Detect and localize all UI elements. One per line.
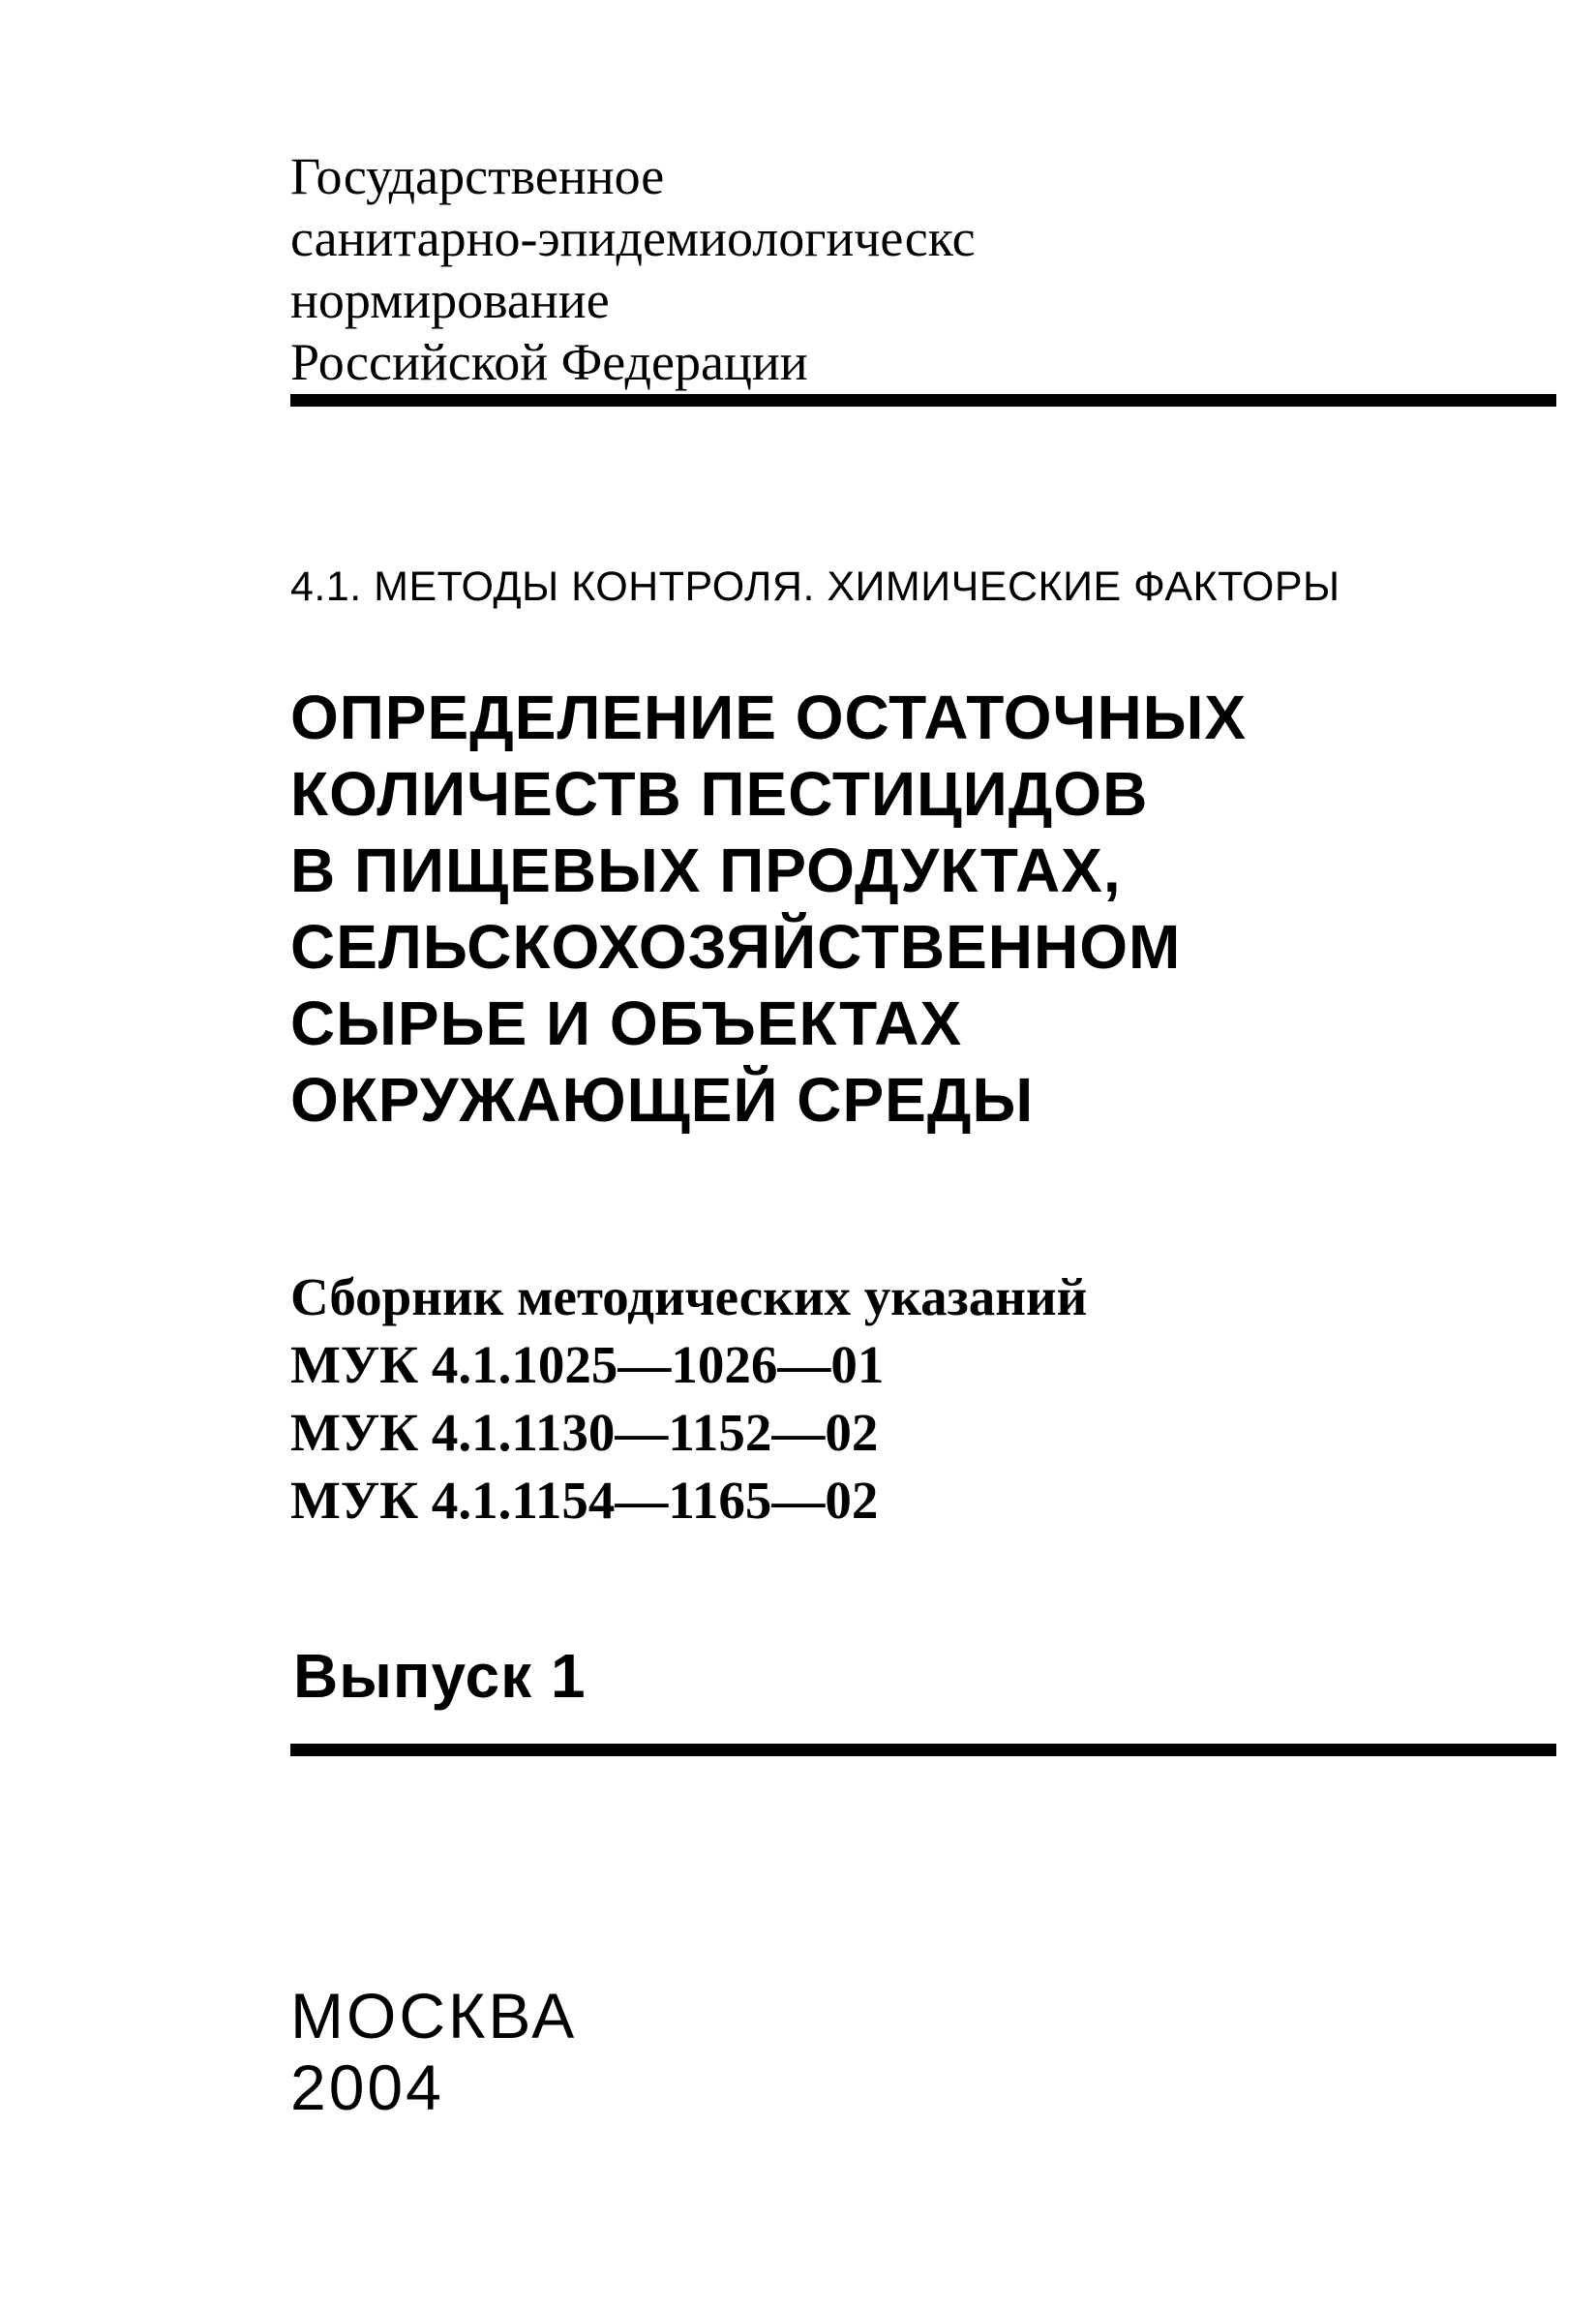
document-title <box>290 680 1247 1139</box>
title-line: ОКРУЖАЮЩЕЙ СРЕДЫ <box>290 1065 1035 1135</box>
imprint-city: МОСКВА <box>290 1980 578 2052</box>
title-line: КОЛИЧЕСТВ ПЕСТИЦИДОВ <box>290 759 1149 829</box>
top-divider-rule <box>290 394 1556 407</box>
header-line: нормирование <box>290 271 610 329</box>
header-line: Государственное <box>290 147 665 205</box>
document-code: МУК 4.1.1025—1026—01 <box>290 1335 885 1394</box>
header-line: Российской Федерации <box>290 333 808 391</box>
header-line: санитарно-эпидемиологическс <box>290 209 976 267</box>
document-code: МУК 4.1.1154—1165—02 <box>290 1471 879 1530</box>
title-line: СЕЛЬСКОХОЗЯЙСТВЕННОМ <box>290 912 1182 982</box>
collection-subtitle: Сборник методических указаний <box>290 1267 1088 1326</box>
issue-number: Выпуск 1 <box>293 1641 587 1711</box>
title-line: ОПРЕДЕЛЕНИЕ ОСТАТОЧНЫХ <box>290 683 1248 752</box>
document-code: МУК 4.1.1130—1152—02 <box>290 1403 879 1462</box>
publisher-header <box>290 145 1568 393</box>
bottom-divider-rule <box>290 1744 1556 1756</box>
imprint-year: 2004 <box>290 2052 444 2123</box>
collection-info <box>290 1263 1087 1535</box>
title-line: В ПИЩЕВЫХ ПРОДУКТАХ, <box>290 836 1122 905</box>
title-line: СЫРЬЕ И ОБЪЕКТАХ <box>290 988 963 1058</box>
imprint <box>290 1980 577 2123</box>
series-heading: 4.1. МЕТОДЫ КОНТРОЛЯ. ХИМИЧЕСКИЕ ФАКТОРЫ <box>290 563 1340 610</box>
